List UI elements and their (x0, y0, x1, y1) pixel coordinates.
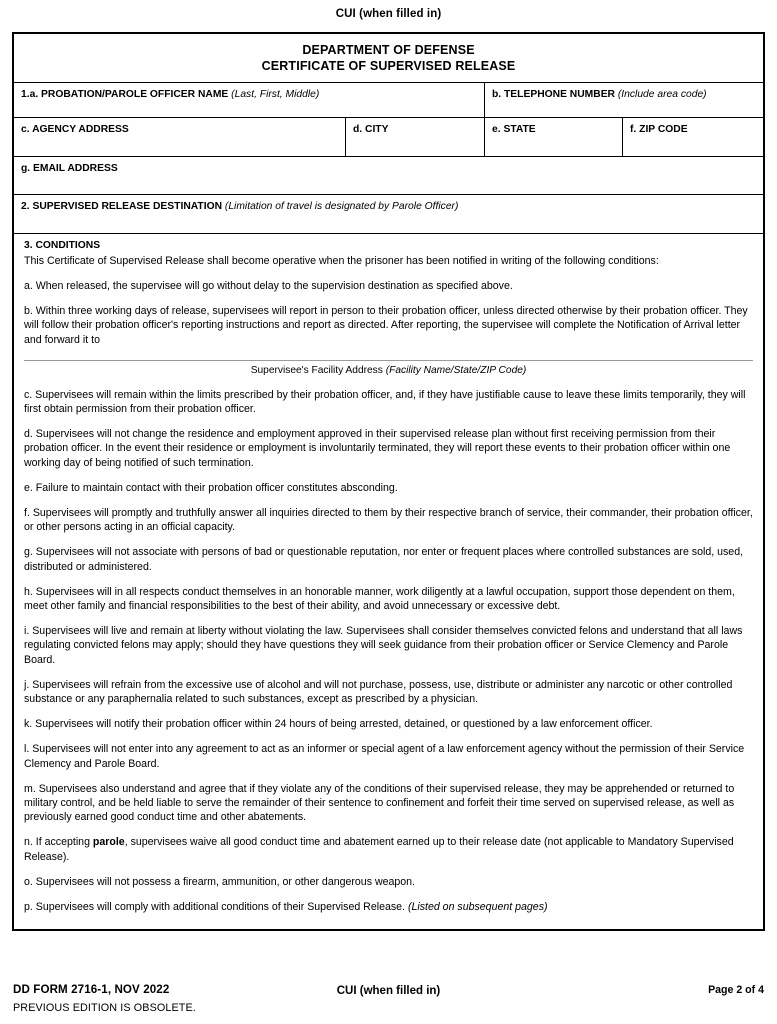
condition-item-c: c. Supervisees will remain within the limits prescribed by their probation officer, and, if they have justifiable cause to leave these limits temporarily, they will first obtain permission from their probation officer. (24, 388, 746, 416)
form-title: CERTIFICATE OF SUPERVISED RELEASE (261, 58, 516, 73)
field-row-destination (14, 195, 763, 234)
field-zip-code[interactable] (622, 118, 763, 156)
field-officer-name[interactable] (14, 83, 484, 117)
footer-page-number: Page 2 of 4 (708, 984, 764, 996)
field-row-officer (14, 83, 763, 118)
agency-title: DEPARTMENT OF DEFENSE (302, 43, 475, 57)
condition-item-h: h. Supervisees will in all respects conduct themselves in an honorable manner, work diligently at a lawful occupation, support those dependent on them, meet other family and financial responsibilities to the best of their ability, and avoid unnecessary or excessive debt. (24, 585, 735, 613)
field-row-conditions (14, 234, 763, 929)
conditions-heading: 3. CONDITIONS (24, 240, 101, 251)
field-email-address-label: g. EMAIL ADDRESS (21, 163, 118, 174)
field-city-label: d. CITY (353, 124, 389, 135)
condition-item-b: b. Within three working days of release, supervisees will report in person to their probation officer, unless directed otherwise by their probation officer. They will follow their probation officer's reporting instructions and report as directed. After reporting, the supervisee will complete the Notification of Arrival letter and forward it to (24, 305, 748, 346)
condition-item-a: a. When released, the supervisee will go without delay to the supervision destination as specified above. (24, 280, 513, 292)
page-footer (12, 983, 765, 1023)
condition-item-f: f. Supervisees will promptly and truthfully answer all inquiries directed to them by their respective branch of service, their commander, their probation officer, or other persons acting in an official capacity. (24, 507, 753, 534)
footer-previous-edition: PREVIOUS EDITION IS OBSOLETE. (13, 1002, 196, 1014)
condition-item-j: j. Supervisees will refrain from the excessive use of alcohol and will not purchase, possess, use, distribute or administer any narcotic or other controlled substance or any paraphernalia related to such substances, except as prescribed by a physician. (24, 678, 733, 706)
field-officer-name-label: 1.a. PROBATION/PAROLE OFFICER NAME (Last, First, Middle) (21, 89, 320, 100)
field-telephone[interactable] (484, 83, 763, 117)
cui-banner-bottom: CUI (when filled in) (336, 985, 441, 997)
facility-address-rule[interactable] (24, 360, 753, 361)
field-telephone-label: b. TELEPHONE NUMBER (Include area code) (492, 89, 707, 100)
field-city[interactable] (345, 118, 484, 156)
field-row-email (14, 157, 763, 195)
footer-form-id: DD FORM 2716-1, NOV 2022 (13, 983, 170, 996)
field-zip-code-label: f. ZIP CODE (630, 124, 688, 135)
field-row-address (14, 118, 763, 157)
condition-item-n: n. If accepting parole, supervisees waive all good conduct time and abatement earned up to their release date (not applicable to Mandatory Supervised Release). (24, 836, 734, 863)
condition-item-o: o. Supervisees will not possess a firearm, ammunition, or other dangerous weapon. (24, 875, 415, 888)
footer-primary-row (12, 983, 765, 1000)
field-state-label: e. STATE (492, 124, 536, 135)
facility-address-block (24, 360, 753, 377)
field-agency-address-label: c. AGENCY ADDRESS (21, 124, 129, 135)
field-state[interactable] (484, 118, 622, 156)
form-body (12, 32, 765, 931)
field-release-destination-label: 2. SUPERVISED RELEASE DESTINATION (Limitation of travel is designated by Parole Officer) (21, 201, 459, 212)
facility-address-caption: Supervisee's Facility Address (Facility Name/State/ZIP Code) (250, 364, 527, 376)
field-agency-address[interactable] (14, 118, 345, 156)
condition-item-i: i. Supervisees will live and remain at liberty without violating the law. Supervisees shall consider themselves convicted felons and understand that all laws regulating convicted felons may apply; should they have questions they will seek guidance from their probation officer or Service Clemency and Parole Board. (24, 625, 743, 666)
conditions-intro: This Certificate of Supervised Release shall become operative when the prisoner has been notified in writing of the following conditions: (24, 255, 659, 267)
condition-item-m: m. Supervisees also understand and agree that if they violate any of the conditions of their supervised release, they may be apprehended or returned to military control, and be held liable to serve the remainder of their sentence to confinement and forfeit their time served on supervised release, as well as previously earned good conduct time and other abatements. (24, 782, 735, 824)
condition-item-g: g. Supervisees will not associate with persons of bad or questionable reputation, nor enter or frequent places where controlled substances are sold, used, distributed or administered. (24, 546, 744, 573)
condition-item-k: k. Supervisees will notify their probation officer within 24 hours of being arrested, detained, or questioned by a law enforcement officer. (24, 718, 653, 731)
field-release-destination[interactable] (14, 195, 763, 233)
condition-item-p: p. Supervisees will comply with additional conditions of their Supervised Release. (Listed on subsequent pages) (24, 901, 548, 914)
condition-item-l: l. Supervisees will not enter into any agreement to act as an informer or special agent of a law enforcement agency without the permission of their Service Clemency and Parole Board. (24, 743, 745, 770)
form-title-block (14, 34, 763, 83)
conditions-section (14, 234, 763, 929)
condition-item-e: e. Failure to maintain contact with their probation officer constitutes absconding. (24, 481, 398, 494)
field-email-address[interactable] (14, 157, 763, 194)
cui-banner-top: CUI (when filled in) (335, 8, 442, 20)
condition-item-d: d. Supervisees will not change the residence and employment approved in their supervised release plan without first receiving permission from their probation officer. In the event their residence or employment is involuntarily terminated, they will report these events to their probation officer within one working day of being notified of such termination. (24, 428, 731, 469)
